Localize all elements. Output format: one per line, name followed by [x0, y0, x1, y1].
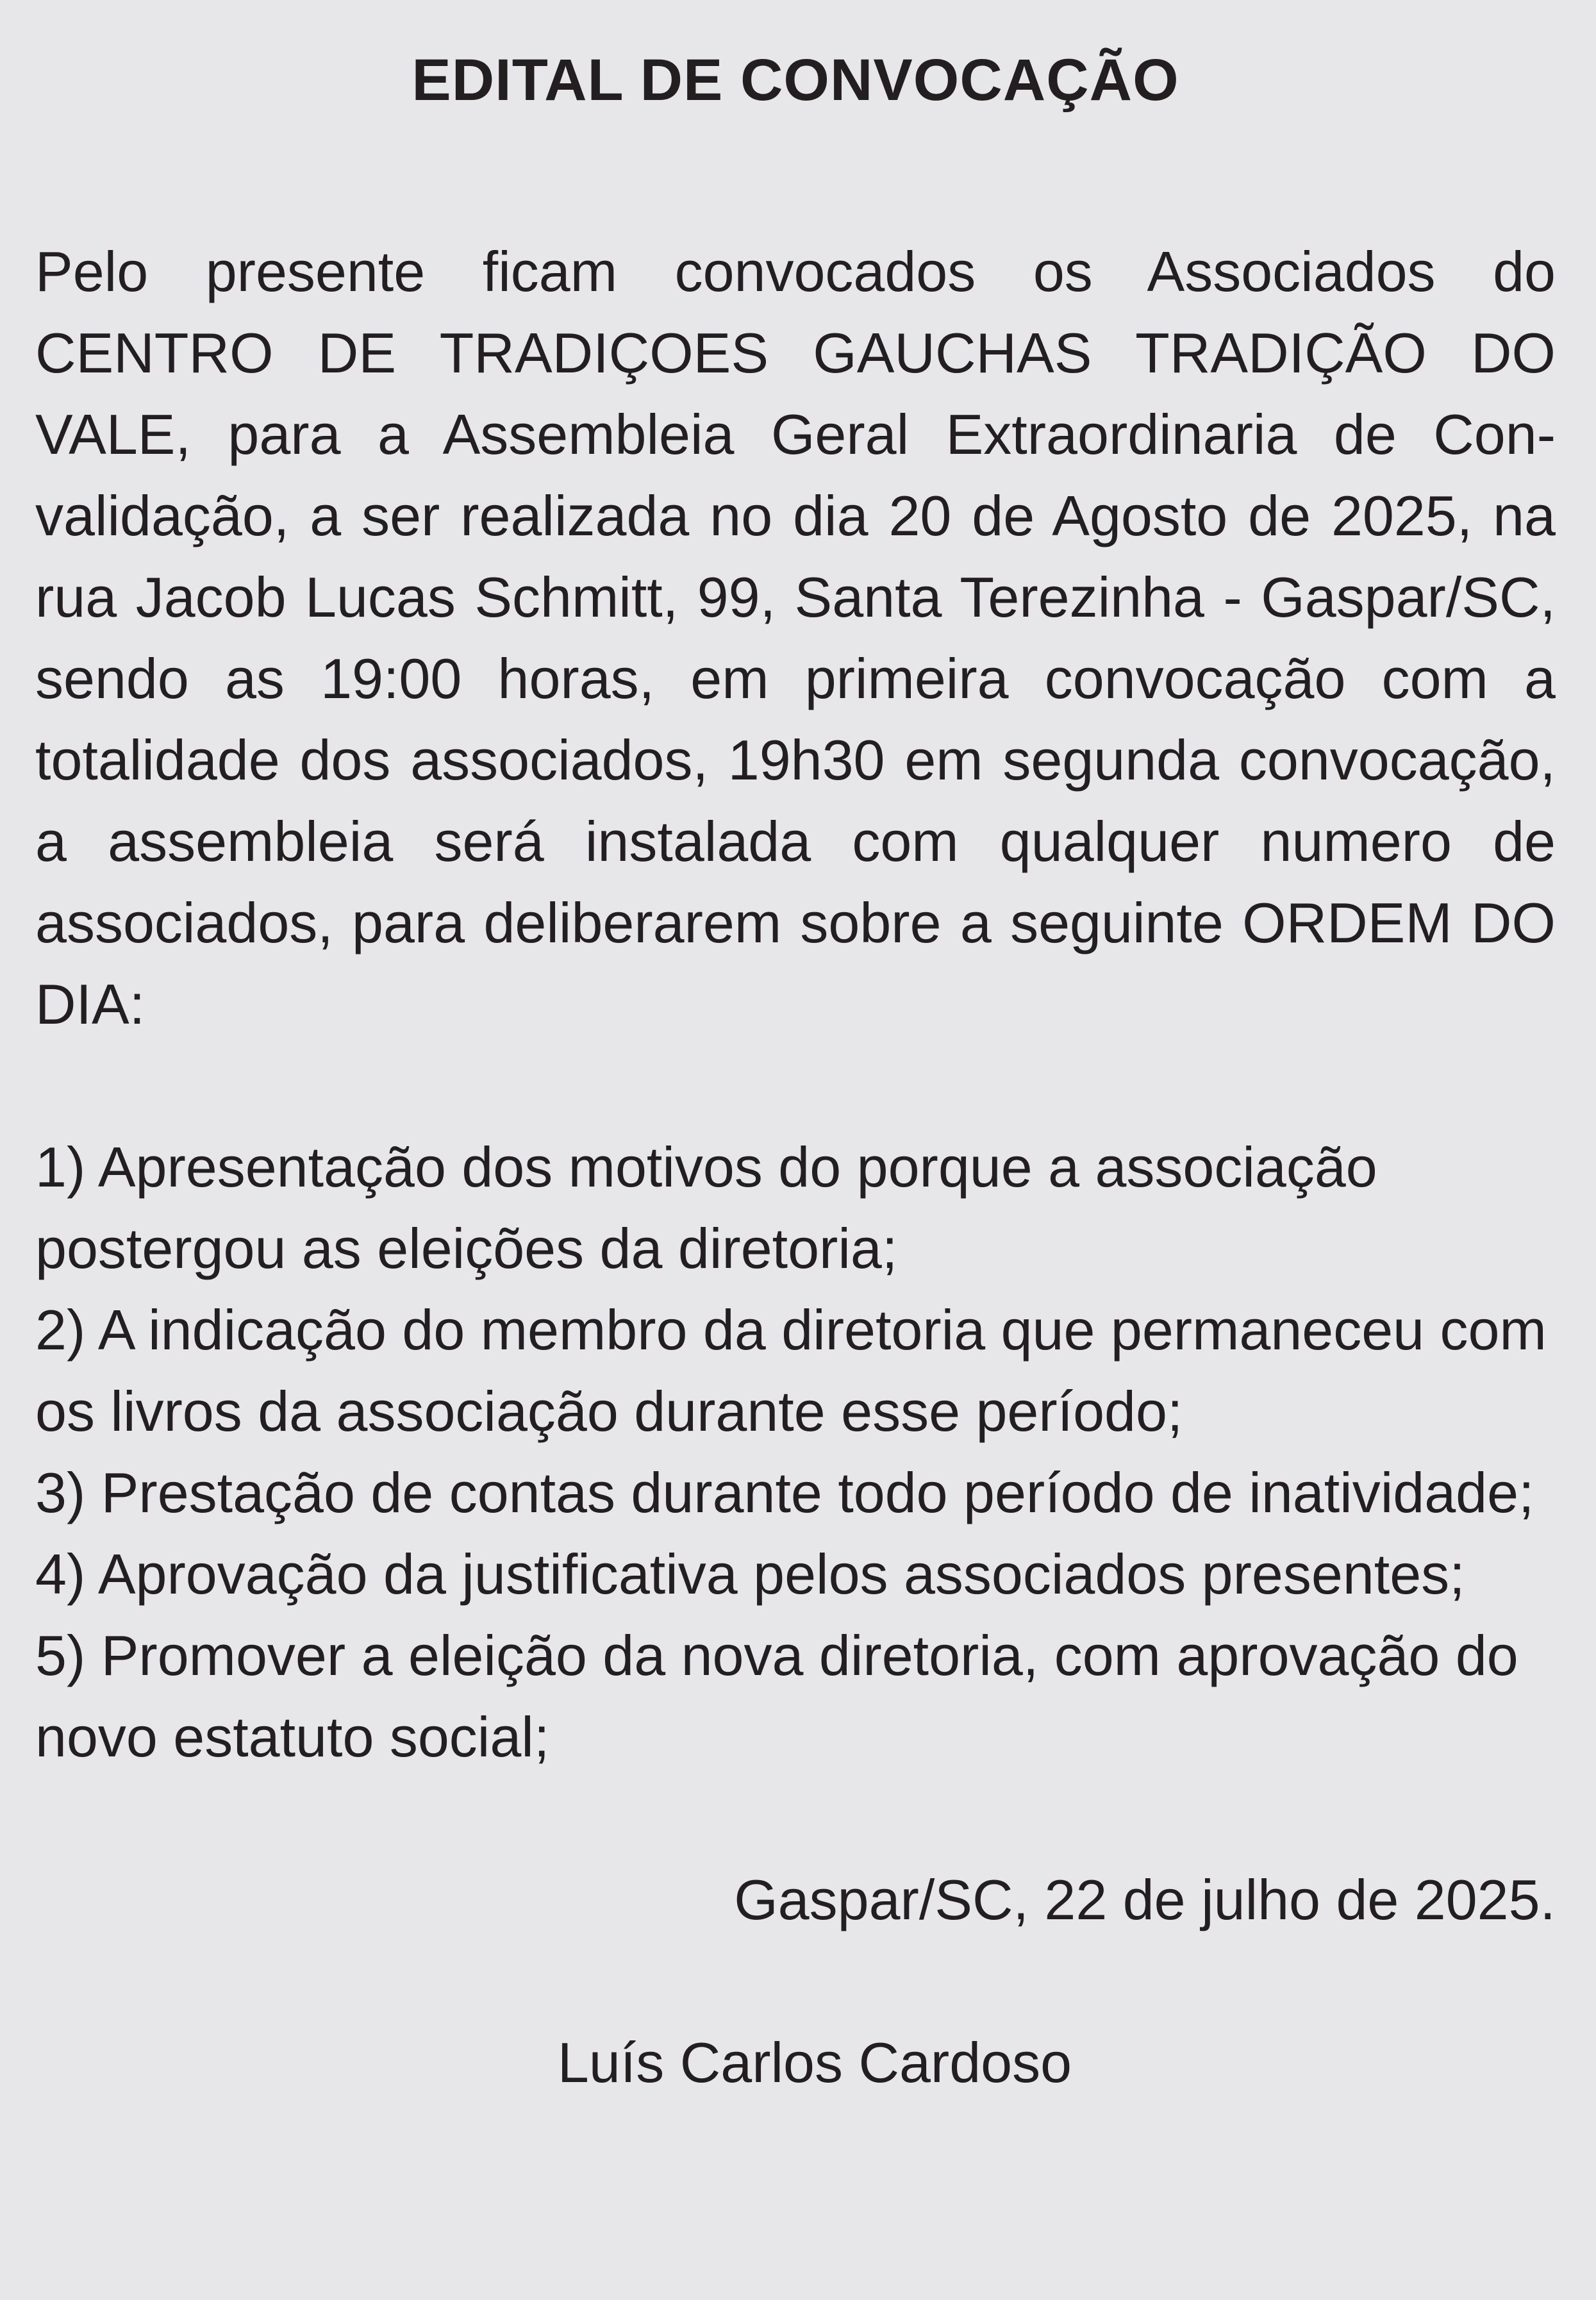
notice-page: [35, 38, 1556, 2103]
intro-section: [35, 231, 1556, 1045]
agenda-item-4: 4) Aprovação da justificativa pelos associados presentes;: [35, 1542, 1465, 1606]
place-and-date: Gaspar/SC, 22 de julho de 2025.: [734, 1868, 1556, 1931]
agenda-list: [35, 1126, 1556, 1778]
agenda-item-3: 3) Prestação de contas durante todo período de inatividade;: [35, 1461, 1534, 1524]
agenda-item-5: 5) Promover a eleição da nova diretoria, com aprovação do novo estatuto social;: [35, 1624, 1518, 1769]
notice-body: [35, 231, 1556, 2103]
agenda-item-2: 2) A indicação do membro da diretoria que permaneceu com os livros da associação durante esse período;: [35, 1298, 1547, 1443]
notice-title: EDITAL DE CONVOCAÇÃO: [411, 47, 1179, 113]
signatory-name: Luís Carlos Cardoso: [557, 2031, 1072, 2094]
agenda-item-1: 1) Apresentação dos motivos do porque a associação postergou as eleições da diretoria;: [35, 1135, 1377, 1280]
intro-paragraph: Pelo presente ficam convocados os Associados do CENTRO DE TRADIÇOES GAUCHAS TRADIÇÃO DO VALE, para a Assembleia Geral Extraordinaria de Convalidação, a ser realizada no dia 20 de Agosto de 2025, na rua Jacob Lucas Schmitt, 99, Santa Terezinha - Gaspar/SC, sendo as 19:00 horas, em primeira convocação com a totalidade dos associados, 19h30 em segunda convocação, a assembleia será instalada com qualquer numero de associados, para deliberarem sobre a seguinte ORDEM DO DIA:: [35, 240, 1556, 1036]
